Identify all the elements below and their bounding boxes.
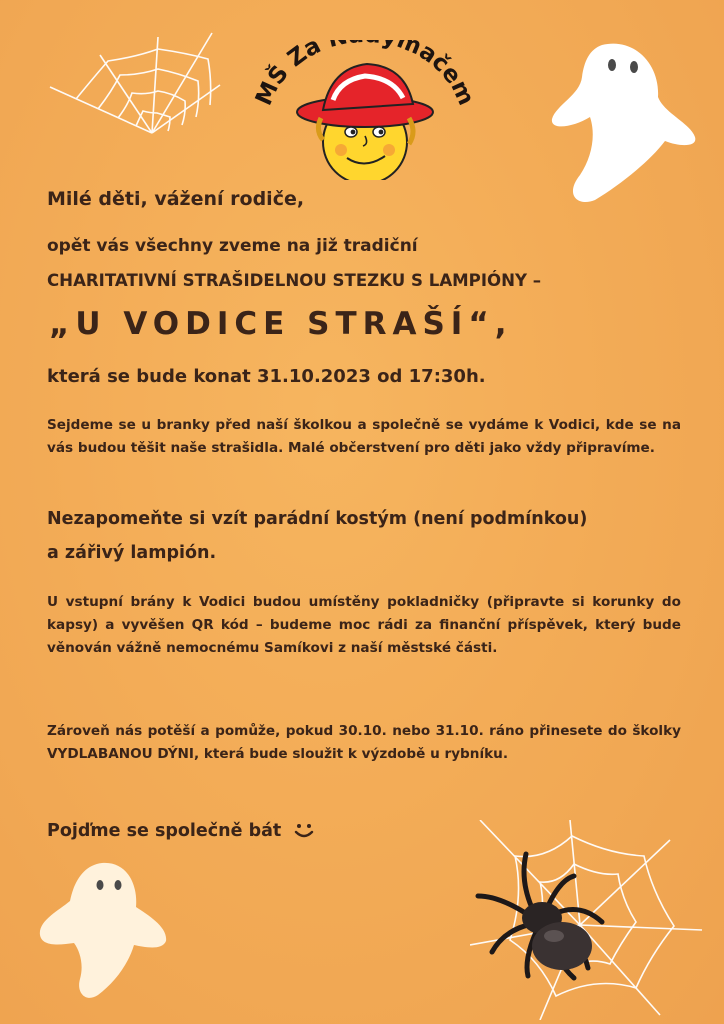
svg-text:MŠ Za Nadýmačem: MŠ Za mačem <box>250 40 480 110</box>
closing-line <box>47 821 315 841</box>
event-when: která se bude konat 31.10.2023 od 17:30h. <box>47 366 486 387</box>
costume-line-1: Nezapomeňte si vzít parádní kostým (není podmínkou) <box>47 509 588 529</box>
pumpkin-paragraph: Zároveň nás potěší a pomůže, pokud 30.10. nebo 31.10. ráno přinesete do školky VYDLABANOU DÝNI, která bude sloužit k výzdobě u rybníku. <box>47 723 681 762</box>
ghost-icon <box>540 35 705 210</box>
costume-line-2: a zářivý lampión. <box>47 543 217 563</box>
event-name: „U VODICE STRAŠÍ“, <box>49 306 513 342</box>
closing-text: Pojďme se společně bát <box>47 821 282 841</box>
invite-line: opět vás všechny zveme na již tradiční <box>47 236 418 256</box>
logo-sun-face <box>245 40 485 180</box>
ghost-icon <box>30 855 180 1005</box>
smiley-icon <box>293 821 315 841</box>
meeting-paragraph: Sejdeme se u branky před naší školkou a společně se vydáme k Vodici, kde se na vás budou těšit naše strašidla. Malé občerstvení pro děti jako vždy připravíme. <box>47 417 681 456</box>
charity-paragraph: U vstupní brány k Vodici budou umístěny pokladničky (připravte si korunky do kapsy) a vyvěšen QR kód – budeme moc rádi za finanční příspěvek, který bude věnován vážně nemocnému Samíkovi z naší městské části. <box>47 594 681 656</box>
logo <box>245 40 485 180</box>
spider-icon <box>470 850 610 990</box>
event-type: CHARITATIVNÍ STRAŠIDELNOU STEZKU S LAMPIÓNY – <box>47 271 542 290</box>
spider-web-icon <box>40 25 225 140</box>
greeting: Milé děti, vážení rodiče, <box>47 188 305 210</box>
